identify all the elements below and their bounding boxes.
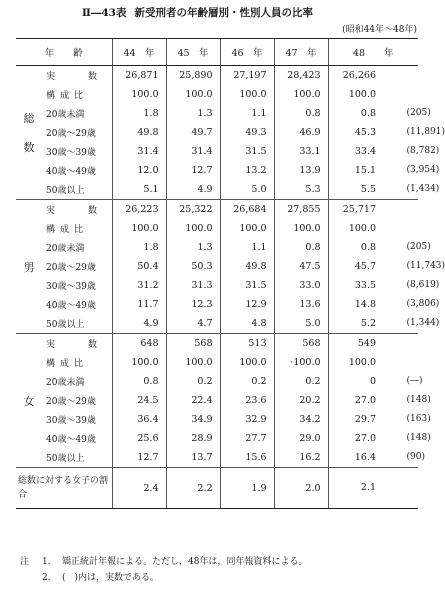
value-48: 2.1 <box>360 482 377 493</box>
table-row <box>16 410 418 429</box>
row-label: 構成比 <box>42 219 112 238</box>
value-48: 27.0 <box>354 395 377 406</box>
row-label: 40歳～49歳 <box>42 429 112 448</box>
value-cell: 26,223 <box>112 200 166 220</box>
value-cell: 31.5 <box>220 142 274 161</box>
count-paren: (205) <box>406 242 431 252</box>
table-row <box>16 448 418 468</box>
value-cell: 15.6 <box>220 448 274 468</box>
table-title-text: 新受刑者の年齢層別・性別人員の比率 <box>134 7 313 19</box>
value-cell: 26,684 <box>220 200 274 220</box>
value-48: 27.0 <box>354 433 377 444</box>
header-year: 48 年 <box>328 39 418 66</box>
note-key <box>20 570 42 586</box>
value-cell: 100.0 <box>220 85 274 104</box>
row-label: 20歳～29歳 <box>42 391 112 410</box>
value-cell: 12.3 <box>166 295 220 314</box>
value-48: 0.8 <box>360 242 377 253</box>
value-cell: 29.0 <box>274 429 328 448</box>
value-cell: 1.8 <box>112 238 166 257</box>
value-cell: 49.3 <box>220 123 274 142</box>
table-row <box>16 353 418 372</box>
table-row <box>16 276 418 295</box>
value-cell: 36.4 <box>112 410 166 429</box>
notes <box>20 554 307 586</box>
value-48: 45.7 <box>354 261 377 272</box>
count-paren: (3,954) <box>406 165 440 175</box>
value-cell: 4.8 <box>220 314 274 334</box>
value-cell: 2.2 <box>166 468 220 509</box>
value-cell: 0.8 <box>274 238 328 257</box>
value-cell: 2.4 <box>112 468 166 509</box>
value-cell: 100.0 <box>274 219 328 238</box>
value-cell: 34.2 <box>274 410 328 429</box>
row-label: 30歳～39歳 <box>42 276 112 295</box>
period-label: (昭和44年～48年) <box>342 25 417 35</box>
value-cell: 513 <box>220 334 274 354</box>
note-index: 1. <box>42 557 51 567</box>
value-cell: 1.1 <box>220 238 274 257</box>
value-cell-48 <box>328 410 431 429</box>
value-cell: 1.1 <box>220 104 274 123</box>
value-cell: 13.6 <box>274 295 328 314</box>
table-row <box>16 391 418 410</box>
value-cell: 1.3 <box>166 238 220 257</box>
value-cell: 12.9 <box>220 295 274 314</box>
row-label: 20歳～29歳 <box>42 123 112 142</box>
value-cell: 34.9 <box>166 410 220 429</box>
value-cell: 568 <box>274 334 328 354</box>
table-body <box>16 66 445 509</box>
count-paren: (148) <box>406 433 431 443</box>
value-cell-48 <box>328 429 431 448</box>
table-row <box>16 219 418 238</box>
header-year: 44 年 <box>112 39 166 66</box>
value-cell: 33.1 <box>274 142 328 161</box>
value-cell: 0.2 <box>274 372 328 391</box>
table-code: Ⅱ―43表 <box>82 7 127 19</box>
value-cell: 25,322 <box>166 200 220 220</box>
value-cell: 100.0 <box>112 85 166 104</box>
value-cell: 24.5 <box>112 391 166 410</box>
value-cell: 20.2 <box>274 391 328 410</box>
value-cell: 1.3 <box>166 104 220 123</box>
value-cell: 4.9 <box>166 180 220 200</box>
count-paren: (148) <box>406 395 431 405</box>
row-label: 20歳未満 <box>42 238 112 257</box>
value-cell-48 <box>328 123 445 142</box>
value-cell: 100.0 <box>112 219 166 238</box>
value-cell: 31.5 <box>220 276 274 295</box>
table-row <box>16 85 418 104</box>
value-cell: 648 <box>112 334 166 354</box>
value-cell-48 <box>328 314 440 334</box>
table-row <box>16 123 418 142</box>
value-cell: 5.3 <box>274 180 328 200</box>
table-row <box>16 66 418 86</box>
table-row <box>16 257 418 276</box>
group-label: 総 数 <box>16 66 42 200</box>
value-48: 0.8 <box>360 108 377 119</box>
value-cell: 49.8 <box>112 123 166 142</box>
value-cell: 0.2 <box>166 372 220 391</box>
value-48: 0 <box>369 376 377 387</box>
data-table <box>16 38 445 509</box>
value-cell: 100.0 <box>166 353 220 372</box>
count-paren: (1,344) <box>406 318 440 328</box>
note-text: 矯正統計年報による。ただし，48年は，同年報資料による。 <box>62 557 308 567</box>
value-cell: 31.4 <box>166 142 220 161</box>
header-age: 年 齢 <box>16 39 112 66</box>
value-cell: 5.0 <box>274 314 328 334</box>
value-cell: 31.4 <box>112 142 166 161</box>
value-cell: 100.0 <box>220 219 274 238</box>
value-cell-48 <box>328 180 440 200</box>
value-cell: 46.9 <box>274 123 328 142</box>
value-cell: 100.0 <box>166 85 220 104</box>
value-48: 5.2 <box>360 318 377 329</box>
value-cell: 0.8 <box>112 372 166 391</box>
value-cell: 25,890 <box>166 66 220 86</box>
table-row <box>16 238 418 257</box>
table-row <box>16 295 418 314</box>
value-48: 100.0 <box>348 223 377 234</box>
value-48: 549 <box>357 338 377 349</box>
value-cell: ·100.0 <box>274 353 328 372</box>
value-cell: 12.7 <box>112 448 166 468</box>
header-row <box>16 39 418 66</box>
value-cell-48 <box>328 257 445 276</box>
table-row <box>16 104 418 123</box>
value-cell: 28,423 <box>274 66 328 86</box>
value-cell: 1.9 <box>220 468 274 509</box>
value-cell-48 <box>328 104 431 123</box>
value-cell: 100.0 <box>166 219 220 238</box>
value-cell: 5.0 <box>220 180 274 200</box>
value-cell: 50.3 <box>166 257 220 276</box>
row-label: 40歳～49歳 <box>42 161 112 180</box>
value-cell: 27,197 <box>220 66 274 86</box>
value-48: 25,717 <box>342 204 377 215</box>
value-cell-48 <box>328 448 425 468</box>
value-48: 14.8 <box>354 299 377 310</box>
row-label: 50歳以上 <box>42 448 112 468</box>
row-label: 実 数 <box>42 66 112 86</box>
table-row <box>16 142 418 161</box>
value-cell: 12.0 <box>112 161 166 180</box>
count-paren: (8,782) <box>406 146 440 156</box>
count-paren: (―) <box>406 376 423 386</box>
value-48: 100.0 <box>348 89 377 100</box>
table-row <box>16 334 418 354</box>
row-label: 50歳以上 <box>42 180 112 200</box>
value-cell: 4.9 <box>112 314 166 334</box>
value-cell: 49.8 <box>220 257 274 276</box>
value-48: 26,266 <box>342 70 377 81</box>
value-cell: 50.4 <box>112 257 166 276</box>
note-key: 注 <box>20 557 30 567</box>
value-cell: 32.9 <box>220 410 274 429</box>
row-label: 構成比 <box>42 85 112 104</box>
row-label: 構成比 <box>42 353 112 372</box>
value-cell: 12.7 <box>166 161 220 180</box>
count-paren: (11,743) <box>406 261 445 271</box>
table-row <box>16 429 418 448</box>
value-cell: 31.2 <box>112 276 166 295</box>
header-year: 46 年 <box>220 39 274 66</box>
table-title <box>82 5 382 20</box>
value-48: 100.0 <box>348 357 377 368</box>
row-label: 30歳～39歳 <box>42 142 112 161</box>
value-cell: 4.7 <box>166 314 220 334</box>
value-cell-48 <box>328 295 440 314</box>
note-line <box>20 570 307 586</box>
value-cell-48 <box>328 468 418 509</box>
count-paren: (8,619) <box>406 280 440 290</box>
value-cell: 47.5 <box>274 257 328 276</box>
count-paren: (3,806) <box>406 299 440 309</box>
table-row <box>16 314 418 334</box>
value-48: 15.1 <box>354 165 377 176</box>
value-cell-48 <box>328 219 418 238</box>
count-paren: (205) <box>406 108 431 118</box>
value-cell-48 <box>328 66 418 86</box>
value-cell: 26,871 <box>112 66 166 86</box>
value-cell-48 <box>328 334 418 354</box>
row-label: 実 数 <box>42 334 112 354</box>
group-label: 女 <box>16 334 42 468</box>
value-48: 45.3 <box>354 127 377 138</box>
group-label: 男 <box>16 200 42 334</box>
row-label: 40歳～49歳 <box>42 295 112 314</box>
value-cell: 31.3 <box>166 276 220 295</box>
value-cell-48 <box>328 85 418 104</box>
value-cell: 1.8 <box>112 104 166 123</box>
value-cell: 49.7 <box>166 123 220 142</box>
value-cell-48 <box>328 161 440 180</box>
value-48: 5.5 <box>360 184 377 195</box>
value-cell-48 <box>328 391 431 410</box>
table-row <box>16 180 418 200</box>
count-paren: (1,434) <box>406 184 440 194</box>
value-cell: 13.7 <box>166 448 220 468</box>
value-cell-48 <box>328 142 440 161</box>
value-cell: 100.0 <box>112 353 166 372</box>
value-cell: 5.1 <box>112 180 166 200</box>
count-paren: (163) <box>406 414 431 424</box>
value-48: 29.7 <box>354 414 377 425</box>
value-cell: 2.0 <box>274 468 328 509</box>
count-paren: (11,891) <box>406 127 445 137</box>
value-cell: 33.0 <box>274 276 328 295</box>
table-row <box>16 372 418 391</box>
table-row <box>16 161 418 180</box>
value-cell: 22.4 <box>166 391 220 410</box>
header-year: 47 年 <box>274 39 328 66</box>
value-cell: 11.7 <box>112 295 166 314</box>
value-cell: 13.2 <box>220 161 274 180</box>
value-cell: 25.6 <box>112 429 166 448</box>
value-cell-48 <box>328 353 418 372</box>
female-ratio-row <box>16 468 418 509</box>
row-label: 20歳未満 <box>42 372 112 391</box>
row-label: 実 数 <box>42 200 112 220</box>
value-48: 33.4 <box>354 146 377 157</box>
value-cell: 27,855 <box>274 200 328 220</box>
value-cell: 28.9 <box>166 429 220 448</box>
value-cell: 16.2 <box>274 448 328 468</box>
row-label: 20歳～29歳 <box>42 257 112 276</box>
value-cell-48 <box>328 276 440 295</box>
note-line <box>20 554 307 570</box>
value-cell-48 <box>328 200 418 220</box>
value-cell: 27.7 <box>220 429 274 448</box>
value-cell: 0.8 <box>274 104 328 123</box>
value-48: 33.5 <box>354 280 377 291</box>
value-cell-48 <box>328 372 423 391</box>
value-48: 16.4 <box>354 452 377 463</box>
value-cell: 0.2 <box>220 372 274 391</box>
header-year: 45 年 <box>166 39 220 66</box>
table-row <box>16 200 418 220</box>
value-cell: 568 <box>166 334 220 354</box>
female-ratio-label: 総数に対する女子の割合 <box>16 468 112 509</box>
note-index: 2. <box>42 573 51 583</box>
value-cell: 23.6 <box>220 391 274 410</box>
value-cell-48 <box>328 238 431 257</box>
row-label: 30歳～39歳 <box>42 410 112 429</box>
row-label: 20歳未満 <box>42 104 112 123</box>
row-label: 50歳以上 <box>42 314 112 334</box>
note-text: ( )内は，実数である。 <box>62 573 160 583</box>
count-paren: (90) <box>406 452 425 462</box>
value-cell: 100.0 <box>274 85 328 104</box>
value-cell: 13.9 <box>274 161 328 180</box>
value-cell: 100.0 <box>220 353 274 372</box>
